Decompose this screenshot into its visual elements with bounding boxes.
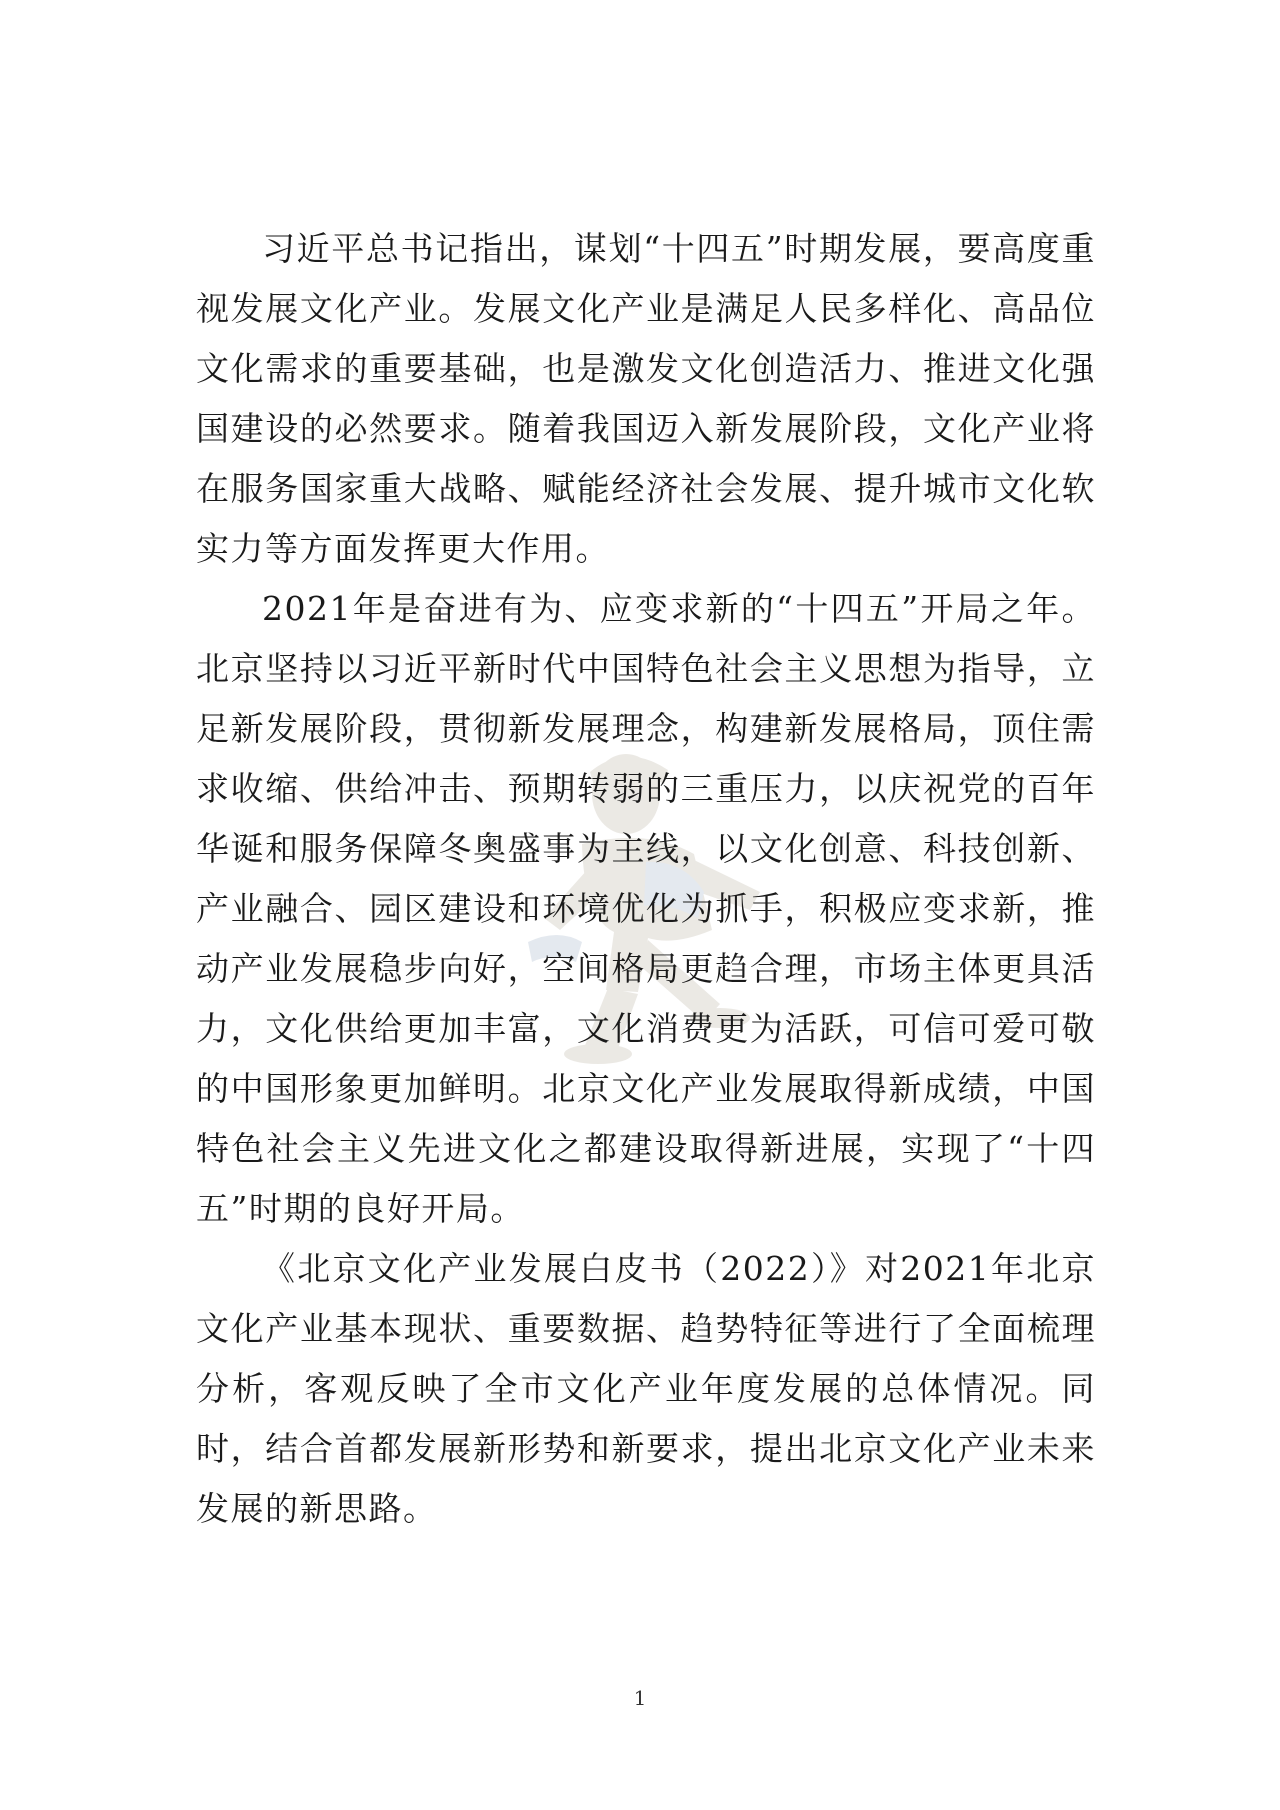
- paragraph-1: 习近平总书记指出，谋划“十四五”时期发展，要高度重视发展文化产业。发展文化产业是满足人民多样化、高品位文化需求的重要基础，也是激发文化创造活力、推进文化强国建设的必然要求。随着我国迈入新发展阶段，文化产业将在服务国家重大战略、赋能经济社会发展、提升城市文化软实力等方面发挥更大作用。: [196, 229, 1096, 568]
- body-text: [196, 219, 1096, 1539]
- page-number: 1: [633, 1686, 647, 1710]
- paragraph-3: 《北京文化产业发展白皮书（2022）》对2021年北京文化产业基本现状、重要数据、趋势特征等进行了全面梳理分析，客观反映了全市文化产业年度发展的总体情况。同时，结合首都发展新形势和新要求，提出北京文化产业未来发展的新思路。: [196, 1249, 1096, 1528]
- paragraph-2: 2021年是奋进有为、应变求新的“十四五”开局之年。北京坚持以习近平新时代中国特色社会主义思想为指导，立足新发展阶段，贯彻新发展理念，构建新发展格局，顶住需求收缩、供给冲击、预期转弱的三重压力，以庆祝党的百年华诞和服务保障冬奥盛事为主线，以文化创意、科技创新、产业融合、园区建设和环境优化为抓手，积极应变求新，推动产业发展稳步向好，空间格局更趋合理，市场主体更具活力，文化供给更加丰富，文化消费更为活跃，可信可爱可敬的中国形象更加鲜明。北京文化产业发展取得新成绩，中国特色社会主义先进文化之都建设取得新进展，实现了“十四五”时期的良好开局。: [196, 589, 1096, 1228]
